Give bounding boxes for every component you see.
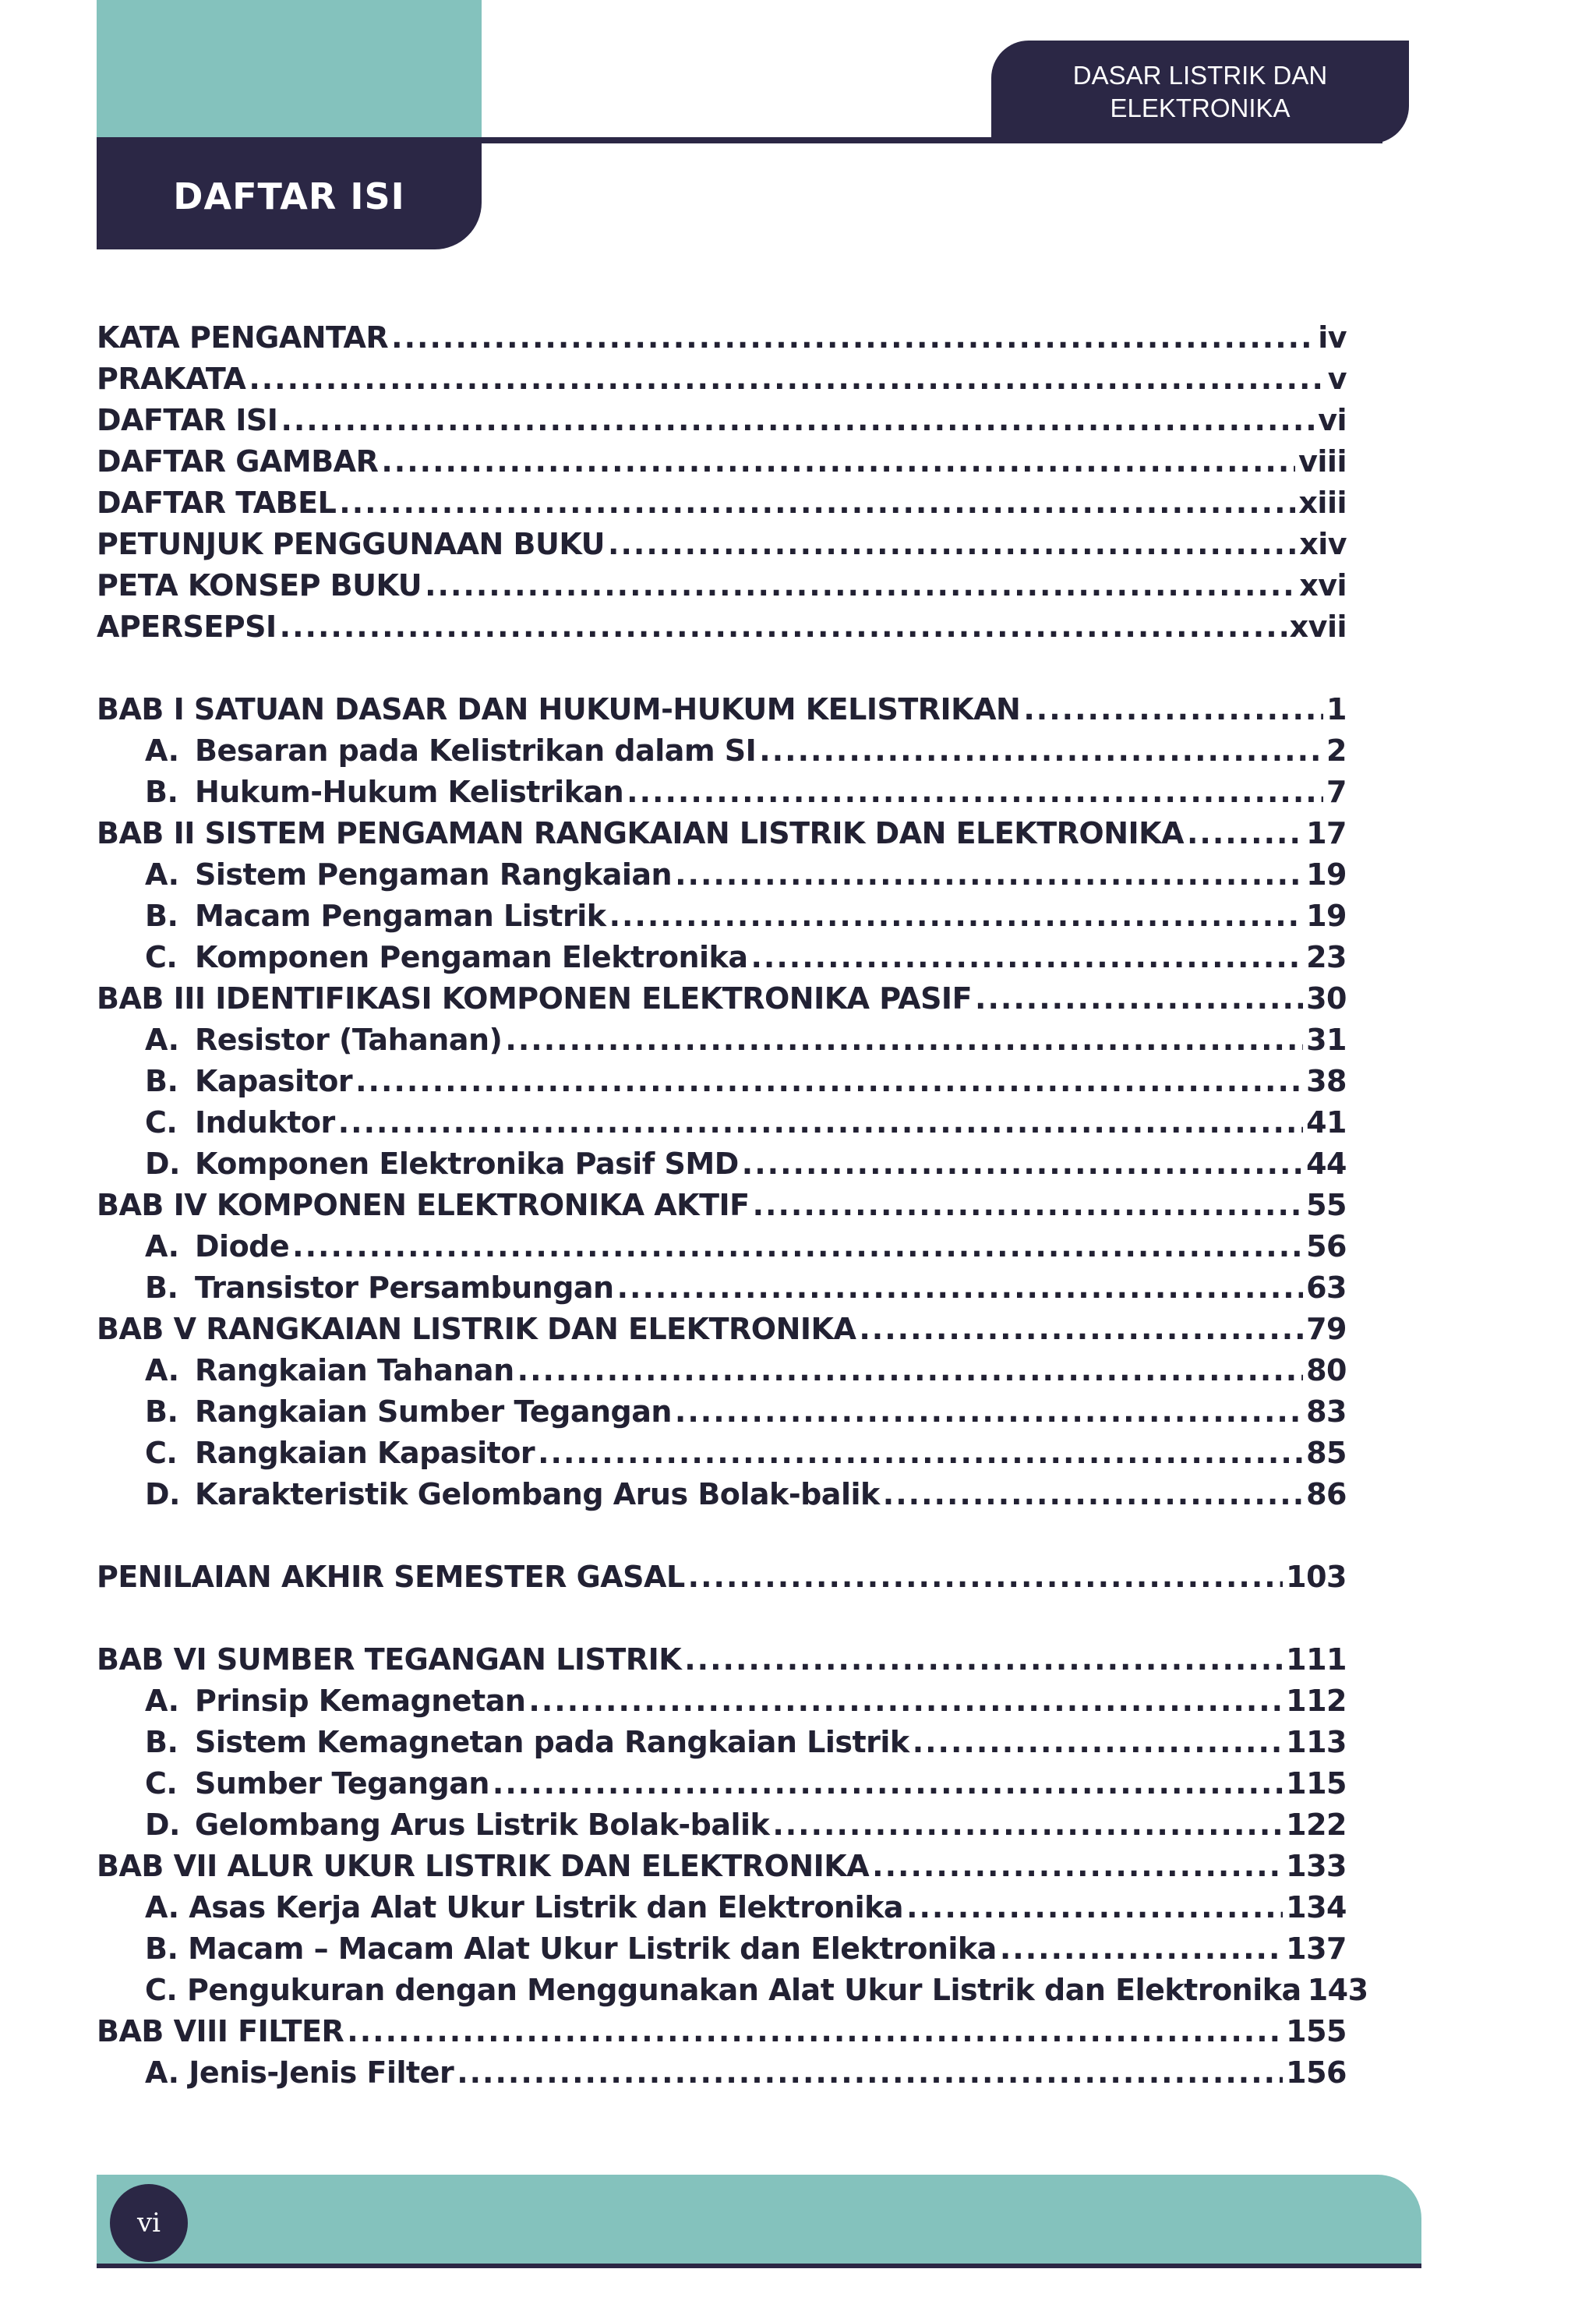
dot-leader bbox=[281, 403, 1315, 437]
toc-entry-letter: B. bbox=[145, 1271, 178, 1305]
toc-entry-page: iv bbox=[1318, 320, 1347, 355]
toc-entry-text: Prinsip Kemagnetan bbox=[195, 1684, 526, 1718]
dot-leader bbox=[1187, 816, 1303, 850]
toc-entry[interactable] bbox=[97, 479, 1347, 520]
toc-entry-text: C. Pengukuran dengan Menggunakan Alat Ukur Listrik dan Elektronika bbox=[145, 1973, 1301, 2007]
toc-entry-text: B. Macam – Macam Alat Ukur Listrik dan Elektronika bbox=[145, 1931, 997, 1966]
toc-entry-title bbox=[145, 1394, 672, 1429]
toc-entry-title bbox=[145, 1229, 289, 1263]
toc-entry-text: BAB V RANGKAIAN LISTRIK DAN ELEKTRONIKA bbox=[97, 1312, 856, 1346]
toc-entry-text: BAB IV KOMPONEN ELEKTRONIKA AKTIF bbox=[97, 1188, 750, 1222]
toc-entry-text: Hukum-Hukum Kelistrikan bbox=[195, 775, 624, 809]
toc-entry[interactable] bbox=[97, 850, 1347, 892]
toc-entry-page: 133 bbox=[1286, 1849, 1347, 1883]
dot-leader bbox=[538, 1436, 1303, 1470]
toc-entry-text: Induktor bbox=[195, 1105, 335, 1140]
toc-entry-page: 17 bbox=[1306, 816, 1347, 850]
dot-leader bbox=[753, 1188, 1304, 1222]
dot-leader bbox=[883, 1477, 1303, 1511]
toc-entry-letter: A. bbox=[145, 733, 179, 768]
toc-entry-title bbox=[145, 1931, 997, 1966]
toc-entry-title bbox=[145, 1766, 489, 1801]
toc-entry[interactable] bbox=[97, 355, 1347, 396]
toc-entry-page: 137 bbox=[1286, 1931, 1347, 1966]
footer-divider-line bbox=[97, 2264, 1421, 2268]
dot-leader bbox=[750, 940, 1303, 974]
toc-entry-text: Besaran pada Kelistrikan dalam SI bbox=[195, 733, 757, 768]
dot-leader bbox=[381, 444, 1295, 479]
toc-entry-text: Komponen Elektronika Pasif SMD bbox=[195, 1147, 739, 1181]
toc-entry-text: A. Asas Kerja Alat Ukur Listrik dan Elektronika bbox=[145, 1890, 904, 1924]
toc-entry-text: Macam Pengaman Listrik bbox=[195, 899, 606, 933]
toc-entry-text: PETA KONSEP BUKU bbox=[97, 568, 422, 603]
toc-entry-text: BAB II SISTEM PENGAMAN RANGKAIAN LISTRIK DAN ELEKTRONIKA bbox=[97, 816, 1184, 850]
toc-entry-page: 19 bbox=[1306, 899, 1347, 933]
toc-entry-page: 86 bbox=[1306, 1477, 1347, 1511]
toc-entry-letter: A. bbox=[145, 1684, 179, 1718]
toc-entry-title bbox=[145, 1477, 880, 1511]
toc-entry-letter: C. bbox=[145, 1436, 178, 1470]
toc-entry-text: BAB III IDENTIFIKASI KOMPONEN ELEKTRONIKA PASIF bbox=[97, 981, 973, 1016]
toc-entry-page: 111 bbox=[1286, 1642, 1347, 1677]
toc-entry-text: Karakteristik Gelombang Arus Bolak-balik bbox=[195, 1477, 880, 1511]
book-title-line2: ELEKTRONIKA bbox=[1110, 94, 1291, 122]
toc-entry-title bbox=[97, 486, 336, 520]
page-number: vi bbox=[136, 2207, 161, 2239]
toc-entry-text: Komponen Pengaman Elektronika bbox=[195, 940, 748, 974]
toc-entry-text: A. Jenis-Jenis Filter bbox=[145, 2055, 454, 2090]
toc-entry[interactable] bbox=[97, 1511, 1347, 1594]
toc-entry-page: 23 bbox=[1306, 940, 1347, 974]
dot-leader bbox=[608, 527, 1296, 561]
toc-entry-page: 30 bbox=[1306, 981, 1347, 1016]
toc-entry[interactable] bbox=[97, 974, 1347, 1016]
toc-entry-text: BAB VIII FILTER bbox=[97, 2014, 344, 2048]
toc-entry-title bbox=[145, 733, 756, 768]
toc-entry-title bbox=[145, 1353, 514, 1387]
toc-entry-page: 19 bbox=[1306, 857, 1347, 892]
toc-entry-page: 55 bbox=[1306, 1188, 1347, 1222]
toc-entry-page: 115 bbox=[1286, 1766, 1347, 1801]
toc-entry-title bbox=[145, 857, 672, 892]
toc-entry-title bbox=[97, 320, 388, 355]
footer-teal-bar bbox=[97, 2175, 1421, 2268]
toc-entry[interactable] bbox=[97, 768, 1347, 809]
toc-entry-title bbox=[145, 1808, 769, 1842]
dot-leader bbox=[505, 1023, 1303, 1057]
toc-entry[interactable] bbox=[97, 2007, 1347, 2048]
toc-entry-title bbox=[145, 899, 606, 933]
toc-entry-text: BAB VII ALUR UKUR LISTRIK DAN ELEKTRONIKA bbox=[97, 1849, 870, 1883]
toc-entry-page: 38 bbox=[1306, 1064, 1347, 1098]
dot-leader bbox=[675, 1394, 1303, 1429]
toc-entry[interactable] bbox=[97, 2048, 1347, 2090]
toc-entry-letter: A. bbox=[145, 1023, 179, 1057]
toc-entry-text: DAFTAR GAMBAR bbox=[97, 444, 379, 479]
toc-entry-letter: B. bbox=[145, 899, 178, 933]
toc-entry-text: Sistem Pengaman Rangkaian bbox=[195, 857, 673, 892]
dot-leader bbox=[872, 1849, 1283, 1883]
toc-entry-title bbox=[145, 1064, 352, 1098]
toc-entry[interactable] bbox=[97, 1387, 1347, 1429]
toc-entry-title bbox=[145, 1684, 525, 1718]
dot-leader bbox=[347, 2014, 1283, 2048]
toc-entry[interactable] bbox=[97, 520, 1347, 561]
toc-entry-text: BAB I SATUAN DASAR DAN HUKUM-HUKUM KELISTRIKAN bbox=[97, 692, 1021, 726]
toc-entry[interactable] bbox=[97, 1346, 1347, 1387]
dot-leader bbox=[1023, 692, 1323, 726]
toc-entry[interactable] bbox=[97, 561, 1347, 603]
toc-entry-page: vi bbox=[1318, 403, 1347, 437]
toc-entry-page: 134 bbox=[1286, 1890, 1347, 1924]
toc-entry-page: 83 bbox=[1306, 1394, 1347, 1429]
toc-entry[interactable] bbox=[97, 1594, 1347, 1677]
toc-entry-text: Sumber Tegangan bbox=[195, 1766, 489, 1801]
toc-entry[interactable] bbox=[97, 1718, 1347, 1759]
toc-entry-title bbox=[145, 1436, 535, 1470]
toc-entry-title bbox=[97, 2014, 344, 2048]
toc-entry-letter: A. bbox=[145, 1353, 179, 1387]
toc-entry[interactable] bbox=[97, 1924, 1347, 1966]
dot-leader bbox=[772, 1808, 1283, 1842]
toc-entry[interactable] bbox=[97, 1305, 1347, 1346]
dot-leader bbox=[759, 733, 1323, 768]
toc-entry-text: DAFTAR ISI bbox=[97, 403, 278, 437]
toc-entry-text: Transistor Persambungan bbox=[195, 1271, 614, 1305]
toc-entry-text: Kapasitor bbox=[195, 1064, 353, 1098]
toc-entry[interactable] bbox=[97, 1966, 1368, 2007]
toc-entry-text: Rangkaian Sumber Tegangan bbox=[195, 1394, 672, 1429]
toc-entry-page: xiii bbox=[1298, 486, 1347, 520]
toc-entry-title bbox=[145, 1147, 739, 1181]
dot-leader bbox=[609, 899, 1304, 933]
dot-leader bbox=[684, 1642, 1283, 1677]
toc-entry-title bbox=[97, 527, 605, 561]
dot-leader bbox=[355, 1064, 1303, 1098]
toc-entry[interactable] bbox=[97, 603, 1347, 644]
toc-entry-page: xvii bbox=[1289, 610, 1347, 644]
dot-leader bbox=[975, 981, 1303, 1016]
toc-entry-title bbox=[97, 1849, 869, 1883]
toc-entry-title bbox=[97, 1312, 856, 1346]
toc-entry[interactable] bbox=[97, 1057, 1347, 1098]
toc-entry-title bbox=[145, 1725, 909, 1759]
dot-leader bbox=[517, 1353, 1303, 1387]
toc-entry-letter: C. bbox=[145, 940, 178, 974]
toc-entry-text: Sistem Kemagnetan pada Rangkaian Listrik bbox=[195, 1725, 909, 1759]
toc-entry[interactable] bbox=[97, 1759, 1347, 1801]
toc-entry-title bbox=[97, 816, 1184, 850]
toc-entry-text: PRAKATA bbox=[97, 362, 246, 396]
dot-leader bbox=[859, 1312, 1303, 1346]
toc-entry-title bbox=[145, 1890, 903, 1924]
toc-entry-page: xiv bbox=[1299, 527, 1347, 561]
toc-entry[interactable] bbox=[97, 437, 1347, 479]
dot-leader bbox=[906, 1890, 1283, 1924]
toc-entry-text: Resistor (Tahanan) bbox=[195, 1023, 503, 1057]
toc-entry-page: 80 bbox=[1306, 1353, 1347, 1387]
dot-leader bbox=[528, 1684, 1283, 1718]
toc-entry-page: 79 bbox=[1306, 1312, 1347, 1346]
toc-entry[interactable] bbox=[97, 892, 1347, 933]
dot-leader bbox=[249, 362, 1324, 396]
toc-entry-page: viii bbox=[1298, 444, 1347, 479]
toc-entry[interactable] bbox=[97, 1429, 1347, 1470]
dot-leader bbox=[338, 1105, 1303, 1140]
toc-entry[interactable] bbox=[97, 726, 1347, 768]
toc-entry-page: 31 bbox=[1306, 1023, 1347, 1057]
toc-entry-page: 122 bbox=[1286, 1808, 1347, 1842]
toc-entry[interactable] bbox=[97, 1140, 1347, 1181]
toc-entry[interactable] bbox=[97, 313, 1347, 355]
toc-entry[interactable] bbox=[97, 933, 1347, 974]
dot-leader bbox=[280, 610, 1287, 644]
toc-entry-letter: D. bbox=[145, 1477, 180, 1511]
toc-entry[interactable] bbox=[97, 1801, 1347, 1842]
dot-leader bbox=[339, 486, 1295, 520]
toc-entry[interactable] bbox=[97, 1677, 1347, 1718]
toc-entry-page: 155 bbox=[1286, 2014, 1347, 2048]
dot-leader bbox=[292, 1229, 1303, 1263]
dot-leader bbox=[627, 775, 1323, 809]
toc-entry[interactable] bbox=[97, 1181, 1347, 1222]
toc-entry[interactable] bbox=[97, 1883, 1347, 1924]
page-number-badge bbox=[110, 2184, 188, 2262]
toc-entry-letter: A. bbox=[145, 857, 179, 892]
section-title: DAFTAR ISI bbox=[173, 175, 405, 217]
section-title-tab bbox=[97, 143, 482, 249]
toc-entry[interactable] bbox=[97, 1098, 1347, 1140]
dot-leader bbox=[688, 1560, 1284, 1594]
toc-entry[interactable] bbox=[97, 644, 1347, 726]
toc-entry-page: xvi bbox=[1299, 568, 1347, 603]
toc-entry-page: 56 bbox=[1306, 1229, 1347, 1263]
toc-entry-page: 156 bbox=[1286, 2055, 1347, 2090]
toc-entry-letter: C. bbox=[145, 1105, 178, 1140]
toc-entry[interactable] bbox=[97, 1470, 1347, 1511]
toc-entry-letter: B. bbox=[145, 1064, 178, 1098]
toc-entry-page: 113 bbox=[1286, 1725, 1347, 1759]
toc-entry-title bbox=[97, 362, 245, 396]
toc-entry-letter: B. bbox=[145, 775, 178, 809]
toc-entry-text: PENILAIAN AKHIR SEMESTER GASAL bbox=[97, 1560, 685, 1594]
toc-entry-letter: C. bbox=[145, 1766, 178, 1801]
dot-leader bbox=[742, 1147, 1303, 1181]
toc-entry[interactable] bbox=[97, 1842, 1347, 1883]
book-title-tab bbox=[991, 41, 1409, 143]
toc-entry-page: 41 bbox=[1306, 1105, 1347, 1140]
toc-entry-text: APERSEPSI bbox=[97, 610, 277, 644]
dot-leader bbox=[391, 320, 1315, 355]
toc-entry-title bbox=[145, 2055, 454, 2090]
toc-entry-letter: A. bbox=[145, 1229, 179, 1263]
toc-entry-page: 44 bbox=[1306, 1147, 1347, 1181]
toc-entry-title bbox=[145, 1105, 335, 1140]
toc-entry-title bbox=[97, 1642, 681, 1677]
toc-entry[interactable] bbox=[97, 1016, 1347, 1057]
toc-entry-page: 7 bbox=[1326, 775, 1347, 809]
toc-entry-text: PETUNJUK PENGGUNAAN BUKU bbox=[97, 527, 606, 561]
toc-entry-page: 2 bbox=[1326, 733, 1347, 768]
toc-entry-title bbox=[97, 568, 422, 603]
toc-entry-letter: D. bbox=[145, 1808, 180, 1842]
dot-leader bbox=[1000, 1931, 1283, 1966]
toc-entry-letter: D. bbox=[145, 1147, 180, 1181]
toc-entry-title bbox=[145, 940, 747, 974]
toc-entry[interactable] bbox=[97, 809, 1347, 850]
table-of-contents bbox=[97, 313, 1368, 2090]
toc-entry[interactable] bbox=[97, 1263, 1347, 1305]
toc-entry-title bbox=[97, 1560, 685, 1594]
toc-entry-title bbox=[145, 775, 623, 809]
header-teal-block bbox=[97, 0, 482, 140]
toc-entry[interactable] bbox=[97, 1222, 1347, 1263]
toc-entry-text: Rangkaian Tahanan bbox=[195, 1353, 514, 1387]
toc-entry-title bbox=[97, 444, 378, 479]
toc-entry-page: 143 bbox=[1307, 1973, 1368, 2007]
toc-entry-text: KATA PENGANTAR bbox=[97, 320, 389, 355]
toc-entry-page: 1 bbox=[1326, 692, 1347, 726]
toc-entry-letter: B. bbox=[145, 1394, 178, 1429]
toc-entry-title bbox=[97, 403, 277, 437]
dot-leader bbox=[493, 1766, 1283, 1801]
dot-leader bbox=[675, 857, 1303, 892]
book-title-line1: DASAR LISTRIK DAN bbox=[1072, 61, 1328, 90]
toc-entry-title bbox=[97, 610, 277, 644]
toc-entry-text: BAB VI SUMBER TEGANGAN LISTRIK bbox=[97, 1642, 682, 1677]
toc-entry-title bbox=[97, 692, 1020, 726]
dot-leader bbox=[425, 568, 1296, 603]
toc-entry-title bbox=[97, 1188, 750, 1222]
toc-entry-title bbox=[145, 1023, 502, 1057]
toc-entry-page: 85 bbox=[1306, 1436, 1347, 1470]
toc-entry-title bbox=[145, 1973, 1301, 2007]
toc-entry-page: v bbox=[1327, 362, 1347, 396]
dot-leader bbox=[913, 1725, 1283, 1759]
dot-leader bbox=[617, 1271, 1304, 1305]
toc-entry-text: Diode bbox=[195, 1229, 290, 1263]
toc-entry-letter: B. bbox=[145, 1725, 178, 1759]
dot-leader bbox=[457, 2055, 1283, 2090]
toc-entry-page: 103 bbox=[1286, 1560, 1347, 1594]
toc-entry-text: Rangkaian Kapasitor bbox=[195, 1436, 535, 1470]
toc-entry-page: 63 bbox=[1306, 1271, 1347, 1305]
toc-entry-text: Gelombang Arus Listrik Bolak-balik bbox=[195, 1808, 770, 1842]
toc-entry-text: DAFTAR TABEL bbox=[97, 486, 337, 520]
toc-entry[interactable] bbox=[97, 396, 1347, 437]
toc-entry-title bbox=[145, 1271, 614, 1305]
toc-entry-title bbox=[97, 981, 972, 1016]
toc-entry-page: 112 bbox=[1286, 1684, 1347, 1718]
